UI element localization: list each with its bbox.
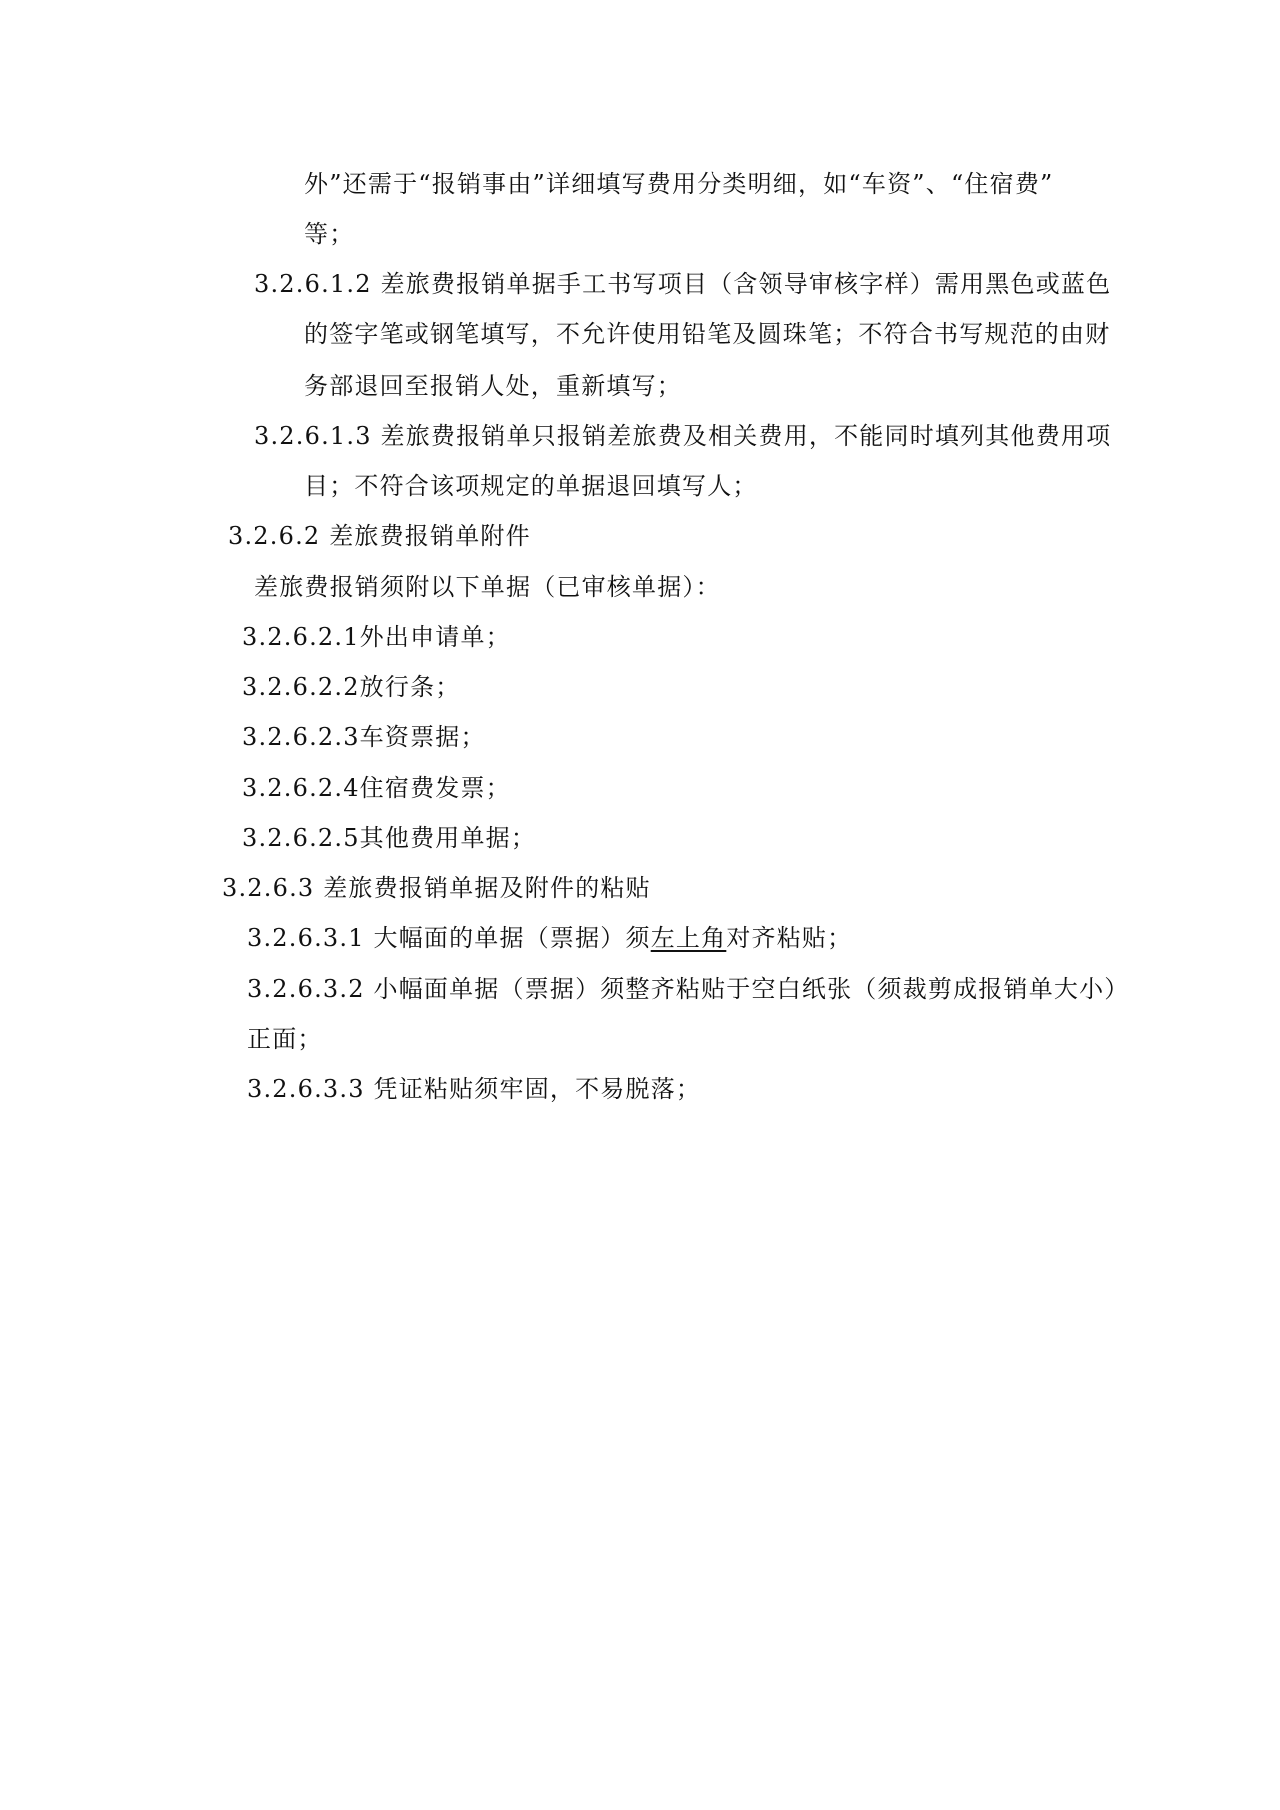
list-item: 3.2.6.2.5其他费用单据； <box>242 824 537 852</box>
paragraph-line: 正面； <box>247 1025 323 1053</box>
clause-3-2-6-3-3: 3.2.6.3.3 凭证粘贴须牢固，不易脱落； <box>247 1075 702 1103</box>
underlined-text: 左上角 <box>650 924 727 952</box>
section-heading-3-2-6-3: 3.2.6.3 差旅费报销单据及附件的粘贴 <box>222 874 651 902</box>
clause-3-2-6-3-1 <box>247 922 852 954</box>
paragraph-line: 的签字笔或钢笔填写，不允许使用铅笔及圆珠笔；不符合书写规范的由财 <box>304 320 1111 348</box>
paragraph-line: 务部退回至报销人处，重新填写； <box>304 372 682 400</box>
paragraph-line: 目；不符合该项规定的单据退回填写人； <box>304 472 758 500</box>
list-item: 3.2.6.2.4住宿费发票； <box>242 774 511 802</box>
section-heading-3-2-6-2: 3.2.6.2 差旅费报销单附件 <box>228 522 531 550</box>
clause-text-before: 3.2.6.3.1 大幅面的单据（票据）须 <box>247 924 651 952</box>
clause-3-2-6-1-3: 3.2.6.1.3 差旅费报销单只报销差旅费及相关费用，不能同时填列其他费用项 <box>254 422 1112 450</box>
paragraph-line: 外”还需于“报销事由”详细填写费用分类明细，如“车资”、“住宿费” <box>304 170 1054 198</box>
list-item: 3.2.6.2.3车资票据； <box>242 723 486 751</box>
paragraph-line: 等； <box>304 220 355 248</box>
paragraph-line: 差旅费报销须附以下单据（已审核单据）： <box>254 573 721 601</box>
clause-3-2-6-1-2: 3.2.6.1.2 差旅费报销单据手工书写项目（含领导审核字样）需用黑色或蓝色 <box>254 270 1112 298</box>
list-item: 3.2.6.2.1外出申请单； <box>242 623 511 651</box>
clause-3-2-6-3-2: 3.2.6.3.2 小幅面单据（票据）须整齐粘贴于空白纸张（须裁剪成报销单大小） <box>247 975 1130 1003</box>
list-item: 3.2.6.2.2放行条； <box>242 673 461 701</box>
clause-text-after: 对齐粘贴； <box>726 924 853 952</box>
